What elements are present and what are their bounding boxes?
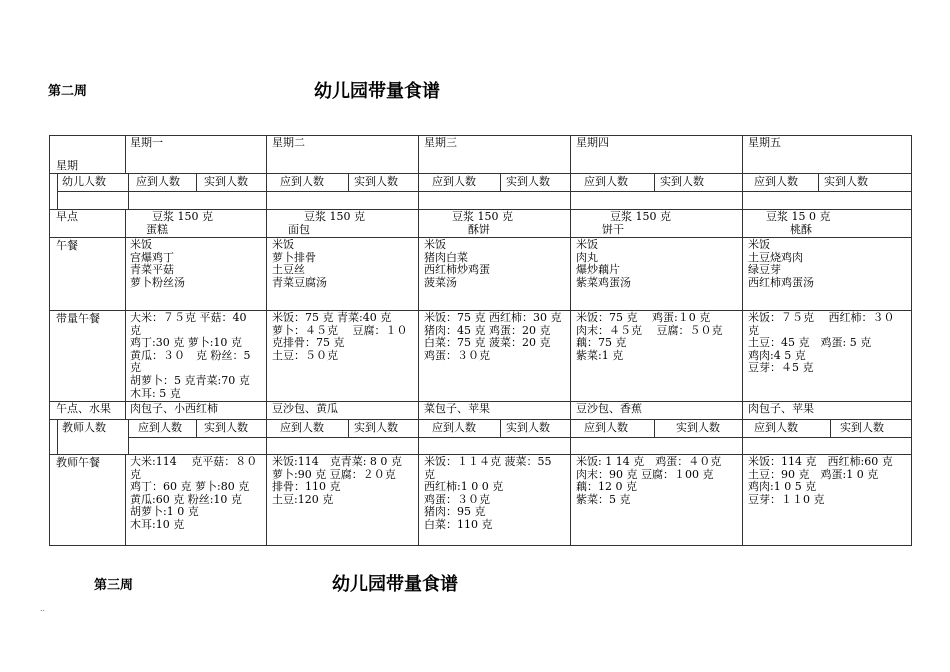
day-header-fri: 星期五	[748, 136, 781, 149]
week-label: 第二周	[48, 84, 88, 99]
snack-thu: 豆沙包、香蕉	[576, 402, 642, 415]
actual-label: 实到人数	[840, 421, 884, 434]
snack-tue: 豆沙包、黄瓜	[272, 402, 338, 415]
quantity-lunch-mon: 大米：７５克 平菇：40 克 鸡丁:30 克 萝卜:10 克 黄瓜：３０ 克 粉丝：5 克 胡萝卜：5 克青菜:70 克 木耳: 5 克	[130, 311, 251, 400]
actual-label: 实到人数	[204, 421, 248, 434]
expected-label: 应到人数	[138, 421, 182, 434]
day-header-mon: 星期一	[130, 136, 163, 149]
lunch-fri: 米饭 土豆烧鸡肉 绿豆芽 西红柿鸡蛋汤	[748, 238, 814, 289]
snack-fri: 肉包子、苹果	[748, 402, 814, 415]
expected-label: 应到人数	[280, 421, 324, 434]
quantity-lunch-label: 带量午餐	[56, 312, 100, 325]
breakfast-wed: 豆浆 150 克 酥饼	[452, 210, 513, 236]
children-count-label: 幼儿人数	[62, 175, 106, 188]
snack-wed: 菜包子、苹果	[424, 402, 490, 415]
page-title: 幼儿园带量食谱	[314, 81, 440, 102]
footer-mark: ..	[40, 604, 46, 613]
teacher-lunch-mon: 大米:114 克平菇：８０ 克 鸡丁：60 克 萝卜:80 克 黄瓜:60 克 粉丝:10 克 胡萝卜:1 0 克 木耳:10 克	[130, 455, 258, 531]
actual-label: 实到人数	[204, 175, 248, 188]
expected-label: 应到人数	[136, 175, 180, 188]
day-header-wed: 星期三	[424, 136, 457, 149]
quantity-lunch-thu: 米饭：75 克 鸡蛋:１0 克 肉末：４５克 豆腐：５０克 藕：75 克 紫菜:1 克	[576, 311, 723, 362]
teacher-lunch-wed: 米饭：１１４克 菠菜：55 克 西红柿:1 0 0 克 鸡蛋：３０克 猪肉：95 克 白菜：110 克	[424, 455, 552, 531]
expected-label: 应到人数	[432, 421, 476, 434]
quantity-lunch-wed: 米饭：75 克 西红柿：30 克 猪肉：45 克 鸡蛋：20 克 白菜：75 克 菠菜：20 克 鸡蛋：３０克	[424, 311, 562, 362]
breakfast-tue: 豆浆 150 克 面包	[288, 210, 365, 236]
breakfast-thu: 豆浆 150 克 饼干	[602, 210, 671, 236]
actual-label: 实到人数	[824, 175, 868, 188]
breakfast-mon: 豆浆 150 克 蛋糕	[146, 210, 213, 236]
snack-label: 午点、水果	[56, 402, 111, 415]
lunch-mon: 米饭 宫爆鸡丁 青菜平菇 萝卜粉丝汤	[130, 238, 185, 289]
lunch-label: 午餐	[56, 239, 78, 252]
quantity-lunch-tue: 米饭：75 克 青菜:40 克 萝卜：４５克 豆腐：１０ 克排骨：75 克 土豆：５０克	[272, 311, 408, 362]
breakfast-label: 早点	[56, 210, 78, 223]
day-header-label: 星期	[56, 159, 78, 172]
teacher-lunch-label: 教师午餐	[56, 456, 100, 469]
actual-label: 实到人数	[506, 421, 550, 434]
next-page-title: 幼儿园带量食谱	[332, 574, 458, 595]
actual-label: 实到人数	[354, 421, 398, 434]
teacher-lunch-thu: 米饭: 1 14 克 鸡蛋：４０克 肉末：90 克 豆腐：１00 克 藕：12 0 克 紫菜：5 克	[576, 455, 722, 506]
teacher-lunch-tue: 米饭:114 克青菜: 8 0 克 萝卜:90 克 豆腐：２０克 排骨：110 克 土豆:120 克	[272, 455, 402, 506]
next-week-label: 第三周	[94, 578, 134, 593]
actual-label: 实到人数	[354, 175, 398, 188]
expected-label: 应到人数	[280, 175, 324, 188]
teacher-count-label: 教师人数	[62, 421, 106, 434]
quantity-lunch-fri: 米饭：７５克 西红柿：３０ 克 土豆：45 克 鸡蛋: 5 克 鸡肉:4 5 克 豆芽：４5 克	[748, 311, 895, 375]
day-header-tue: 星期二	[272, 136, 305, 149]
expected-label: 应到人数	[432, 175, 476, 188]
expected-label: 应到人数	[584, 421, 628, 434]
breakfast-fri: 豆浆 15 0 克 桃酥	[766, 210, 831, 236]
actual-label: 实到人数	[506, 175, 550, 188]
actual-label: 实到人数	[676, 421, 720, 434]
lunch-tue: 米饭 萝卜排骨 土豆丝 青菜豆腐汤	[272, 238, 327, 289]
day-header-thu: 星期四	[576, 136, 609, 149]
expected-label: 应到人数	[584, 175, 628, 188]
lunch-wed: 米饭 猪肉白菜 西红柿炒鸡蛋 菠菜汤	[424, 238, 490, 289]
actual-label: 实到人数	[660, 175, 704, 188]
expected-label: 应到人数	[754, 421, 798, 434]
expected-label: 应到人数	[754, 175, 798, 188]
teacher-lunch-fri: 米饭：114 克 西红柿:60 克 土豆：90 克 鸡蛋:1 0 克 鸡肉:1 0 5 克 豆芽：１１0 克	[748, 455, 893, 506]
snack-mon: 肉包子、小西红柿	[130, 402, 218, 415]
lunch-thu: 米饭 肉丸 爆炒藕片 紫菜鸡蛋汤	[576, 238, 631, 289]
